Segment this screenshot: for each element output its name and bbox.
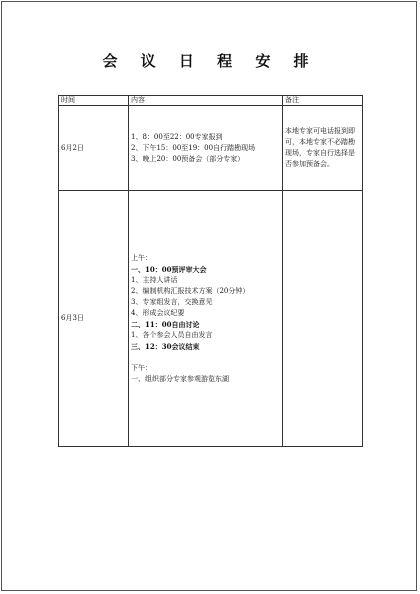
table-row <box>59 191 363 447</box>
schedule-table <box>58 95 363 447</box>
remarks-cell: 本地专家可电话报到即可，本地专家不必踏勘现场，专家自行选择是否参加预备会。 <box>283 106 363 191</box>
schedule-item: 2、下午15：00至19：00自行踏勘现场 <box>131 143 256 152</box>
header-time: 时间 <box>59 96 129 106</box>
schedule-item: 1、各个参会人员自由发言 <box>131 330 213 339</box>
section-label: 上午： <box>131 253 152 262</box>
remarks-cell <box>283 191 363 447</box>
schedule-item: 4、形成会议纪要 <box>131 308 185 317</box>
schedule-item: 3、专家组发言，交换意见 <box>131 297 213 306</box>
date-cell: 6月2日 <box>59 106 129 191</box>
section-label: 下午： <box>131 363 152 372</box>
schedule-item: 1、8：00至22：00专家报到 <box>131 132 223 141</box>
table-header-row <box>59 96 363 106</box>
agenda-heading: 二、11：00自由讨论 <box>131 319 200 329</box>
content-cell <box>129 106 283 191</box>
spacer <box>131 352 280 363</box>
date-cell: 6月3日 <box>59 191 129 447</box>
header-content: 内容 <box>129 96 283 106</box>
content-cell <box>129 191 283 447</box>
agenda-heading: 三、12：30会议结束 <box>131 341 200 351</box>
document-title: 会 议 日 程 安 排 <box>102 52 318 70</box>
schedule-item: 2、编制机构汇报技术方案（20分钟） <box>131 286 250 295</box>
agenda-heading: 一、10：00预评审大会 <box>131 264 207 274</box>
schedule-item: 1、主持人讲话 <box>131 275 178 284</box>
header-remarks: 备注 <box>283 96 363 106</box>
schedule-item: 一、组织部分专家参观游览东湖 <box>131 374 229 383</box>
schedule-item: 3、晚上20：00预备会（部分专家） <box>131 154 245 163</box>
table-row <box>59 106 363 191</box>
